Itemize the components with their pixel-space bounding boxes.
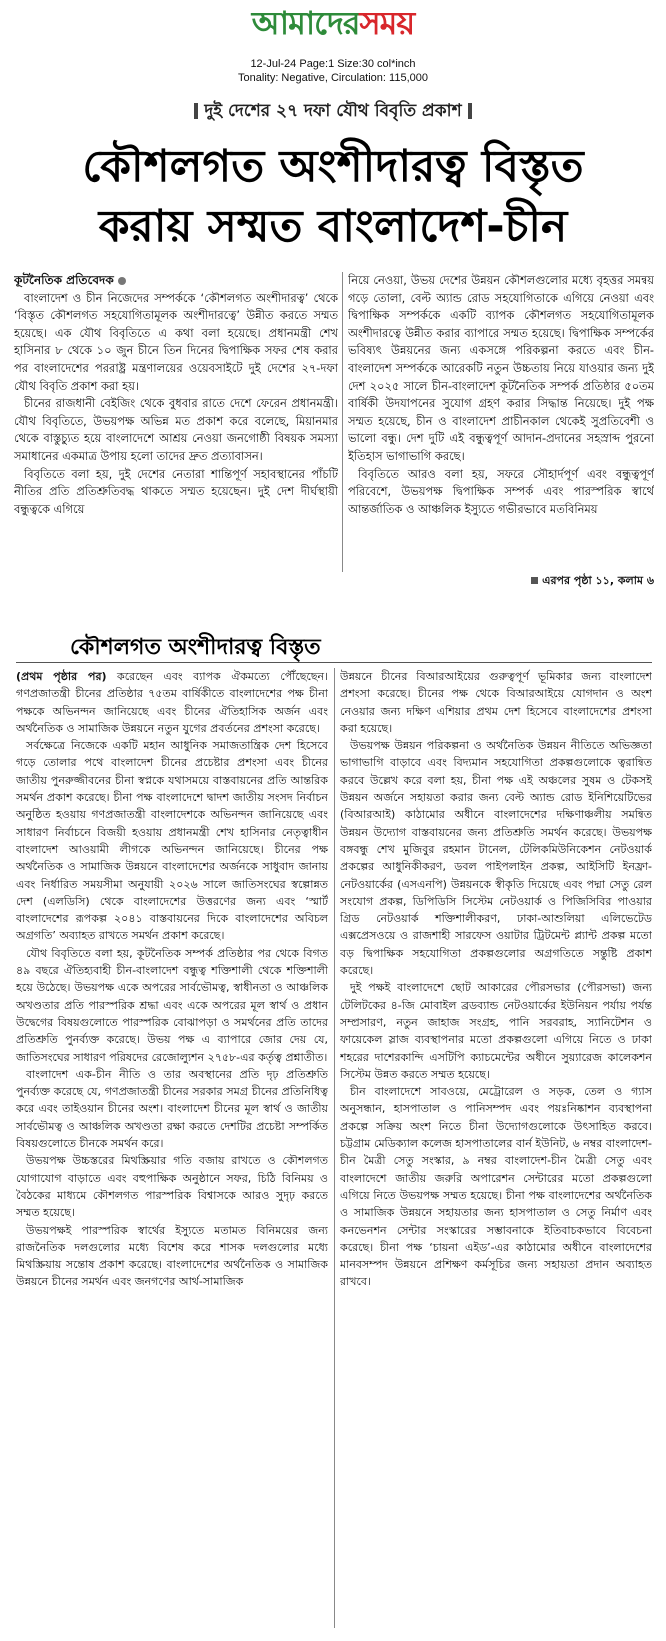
clip-info: 12-Jul-24 Page:1 Size:30 col*inch	[250, 58, 416, 70]
paragraph	[16, 668, 328, 737]
paragraph: চীন বাংলাদেশে সাবওয়ে, মেট্রোরেল ও সড়ক, তেল ও গ্যাস অনুসন্ধান, হাসপাতাল ও পানিসম্পদ এবং পয়ঃনিষ্কাশন ব্যবস্থাপনা প্রকল্পে সক্রিয় অংশ নিতে চীনা উদ্যোগগুলোকে উৎসাহিত করবে। চট্টগ্রাম মেডিক্যাল কলেজ হাসপাতালের বার্ন ইউনিট, ৬ নম্বর বাংলাদেশ-চীন মৈত্রী সেতু সংস্কার, ৯ নম্বর বাংলাদেশ-চীন মৈত্রী সেতু এবং বাংলাদেশে জাতীয় জরুরি অপারেশন সেন্টারের মতো প্রকল্পগুলো এগিয়ে নিতে উভয়পক্ষ সম্মত হয়েছে। চীনা পক্ষ বাংলাদেশের অর্থনৈতিক ও সামাজিক উন্নয়নে সহায়তার জন্য হাসপাতাল ও সেতু নির্মাণ এবং কনভেনশন সেন্টার সংস্কারের সম্ভাবনাকে ইতিবাচকভাবে বিবেচনা করেছে। চীনা পক্ষ ‘চায়না এইড’-এর কাঠামোর অধীনে বাংলাদেশের মানবসম্পদ উন্নয়নে প্রশিক্ষণ কর্মসূচির জন্য সহায়তা প্রদান অব্যাহত রাখবে।	[340, 1085, 652, 1289]
newspaper-logo	[252, 2, 414, 44]
article-column-1	[14, 272, 338, 584]
column-divider	[334, 668, 335, 1628]
square-bullet-icon	[531, 577, 538, 584]
continued-text: এরপর পৃষ্ঠা ১১, কলাম ৬	[542, 574, 654, 587]
paragraph: উভয়পক্ষ উচ্চস্তরের মিথস্ক্রিয়ার গতি বজায় রাখতে ও কৌশলগত যোগাযোগ বাড়াতে এবং বহুপাক্ষিক অনুষ্ঠানে সফর, চিঠি বিনিময় ও বৈঠকের মাধ্যমে কৌশলগত পারস্পরিক বিশ্বাসকে আরও সুদৃঢ় করতে সম্মত হয়েছে।	[16, 1154, 328, 1220]
paragraph: উভয়পক্ষই পারস্পরিক স্বার্থের ইস্যুতে মতামত বিনিময়ের জন্য রাজনৈতিক দলগুলোর মধ্যে বিশেষ করে শাসক দলগুলোর মধ্যে মিথস্ক্রিয়ায় সন্তোষ প্রকাশ করেছে। বাংলাদেশের অর্থনৈতিক ও সামাজিক উন্নয়নে চীনের সমর্থন এবং জনগণের আর্থ-সামাজিক	[16, 1223, 328, 1289]
kicker-bar-right	[468, 103, 472, 119]
jump-headline: কৌশলগত অংশীদারত্ব বিস্তৃত	[70, 635, 321, 660]
article-column-2	[348, 272, 654, 584]
logo-part-2: সময়	[359, 4, 415, 42]
masthead	[0, 0, 666, 46]
byline-dot-icon	[118, 277, 126, 285]
paragraph: বিবৃতিতে আরও বলা হয়, সফরে সৌহার্দপূর্ণ এবং বন্ধুত্বপূর্ণ পরিবেশে, উভয়পক্ষ দ্বিপাক্ষিক সম্পর্ক এবং পারস্পরিক স্বার্থে আন্তর্জাতিক ও আঞ্চলিক ইস্যুতে গভীরভাবে মতবিনিময়	[348, 466, 654, 516]
paragraph-text: করেছেন এবং ব্যাপক ঐকমত্যে পৌঁছেছেন। গণপ্রজাতন্ত্রী চীনের প্রতিষ্ঠার ৭৫তম বার্ষিকীতে বাংলাদেশের পক্ষ চীনা পক্ষকে অভিনন্দন জানিয়েছে এবং চীনের ঐতিহাসিক অর্জন এবং অর্থনৈতিক ও সামাজিক উন্নয়নে নতুন যুগের প্রবর্তনের প্রশংসা করেছে।	[16, 670, 328, 735]
headline-line-2: করায় সম্মত বাংলাদেশ-চীন	[98, 201, 568, 252]
continued-marker	[348, 572, 654, 591]
headline-line-1: কৌশলগত অংশীদারত্ব বিস্তৃত	[82, 141, 584, 192]
paragraph: দুই পক্ষই বাংলাদেশে ছোট আকারের পৌরসভার (পৌরসভা) জন্য টেলিটকের ৪-জি মোবাইল ব্রডব্যান্ড নেটওয়ার্কের ইউনিয়ন পর্যায় পর্যন্ত সম্প্রসারণ, নতুন জাহাজ সংগ্রহ, পানি সরবরাহ, স্যানিটেশন ও ফায়েকেল স্লাজ ব্যবস্থাপনার মতো প্রকল্পগুলো এগিয়ে নিতে ও ঢাকা শহরের দাশেরকান্দি এসটিপি ক্যাচমেন্টের অধীনে সুয়্যারেজ কালেকশন সিস্টেম উন্নত করতে সম্মত হয়েছে।	[340, 981, 652, 1081]
paragraph: নিয়ে নেওয়া, উভয় দেশের উন্নয়ন কৌশলগুলোর মধ্যে বৃহত্তর সমন্বয় গড়ে তোলা, বেল্ট অ্যান্ড রোড সহযোগিতাকে এগিয়ে নেওয়া এবং দ্বিপাক্ষিক সম্পর্ককে একটি ব্যাপক কৌশলগত সহযোগিতামূলক অংশীদারত্বে উন্নীত করার ব্যাপারে সম্মত হয়েছে। দ্বিপাক্ষিক সম্পর্কের ভবিষ্যৎ উন্নয়নের জন্য একসঙ্গে পরিকল্পনা করতে এবং চীন-বাংলাদেশ সম্পর্ককে আরেকটি নতুন উচ্চতায় নিয়ে যাওয়ার জন্য দুই দেশ ২০২৫ সালে চীন-বাংলাদেশ কূটনৈতিক সম্পর্ক প্রতিষ্ঠার ৫০তম বার্ষিকী উদযাপনের সুযোগ গ্রহণ করার সিদ্ধান্ত নিয়েছে। দুই পক্ষ সম্মত হয়েছে, চীন ও বাংলাদেশ প্রাচীনকাল থেকেই সুপ্রতিবেশী ও ভালো বন্ধু। দেশ দুটি এই বন্ধুত্বপূর্ণ আদান-প্রদানের সহস্রাব্দ পুরনো ইতিহাস ভাগাভাগি করছে।	[348, 273, 654, 463]
paragraph: উন্নয়নে চীনের বিআরআইয়ের গুরুত্বপূর্ণ ভূমিকার জন্য বাংলাদেশ প্রশংসা করেছে। চীনের পক্ষ থেকে বিআরআইয়ে যোগদান ও অংশ নেওয়ার জন্য দক্ষিণ এশিয়ার প্রথম দেশ হিসেবে বাংলাদেশের প্রশংসা করা হয়েছে।	[340, 670, 652, 735]
column-divider	[342, 272, 343, 572]
paragraph: যৌথ বিবৃতিতে বলা হয়, কূটনৈতিক সম্পর্ক প্রতিষ্ঠার পর থেকে বিগত ৪৯ বছরে ঐতিহ্যবাহী চীন-বাংলাদেশ বন্ধুত্ব শক্তিশালী থেকে শক্তিশালী হয়ে উঠেছে। উভয়পক্ষ একে অপরের সার্বভৌমত্ব, স্বাধীনতা ও আঞ্চলিক অখণ্ডতার প্রতি পারস্পরিক শ্রদ্ধা এবং একে অপরের মূল স্বার্থ ও প্রধান উদ্বেগের বিষয়গুলোতে পারস্পরিক বোঝাপড়া ও সমর্থনের প্রতি তাদের প্রতিশ্রুতি পুনর্ব্যক্ত করেছে। উভয় পক্ষ এ ব্যাপারে জোর দেয় যে, জাতিসংঘের সাধারণ পরিষদের রেজোল্যুশন ২৭৫৮-এর কর্তৃত্ব প্রশ্নাতীত।	[16, 946, 328, 1064]
tonality-info: Tonality: Negative, Circulation: 115,000	[238, 72, 428, 84]
byline	[14, 272, 338, 290]
paragraph: সর্বক্ষেত্রে নিজেকে একটি মহান আধুনিক সমাজতান্ত্রিক দেশ হিসেবে গড়ে তোলার পথে বাংলাদেশ চীনের প্রচেষ্টার প্রশংসা এবং চীনের জাতীয় পুনরুজ্জীবনের চীনা স্বপ্নকে যথাসময়ে বাস্তবায়নের প্রতি আন্তরিক সমর্থন প্রকাশ করেছে। চীনা পক্ষ বাংলাদেশে দ্বাদশ জাতীয় সংসদ নির্বাচন অনুষ্ঠিত হওয়ায় গণপ্রজাতন্ত্রী বাংলাদেশকে অভিনন্দন জানিয়েছে এবং সাধারণ নির্বাচনে বিজয়ী হওয়ায় প্রধানমন্ত্রী শেখ হাসিনার নেতৃত্বাধীন বাংলাদেশ আওয়ামী লীগকে অভিনন্দন জানিয়েছে। চীনের পক্ষ অর্থনৈতিক ও সামাজিক উন্নয়নে বাংলাদেশের অর্জনকে সাধুবাদ জানায় এবং নির্ধারিত সময়সীমা অনুযায়ী ২০২৬ সালে জাতিসংঘের স্বল্পোন্নত দেশ (এলডিসি) থেকে বাংলাদেশের উত্তরণের জন্য এবং ‘স্মার্ট বাংলাদেশের রূপকল্প ২০৪১ বাস্তবায়নের দিকে বাংলাদেশের অবিচল অগ্রগতি’ অব্যাহত রাখতে সমর্থন প্রকাশ করেছে।	[16, 739, 328, 943]
byline-text: কূটনৈতিক প্রতিবেদক	[14, 273, 114, 287]
paragraph: বিবৃতিতে বলা হয়, দুই দেশের নেতারা শান্তিপূর্ণ সহাবস্থানের পাঁচটি নীতির প্রতি প্রতিশ্রুতিবদ্ধ থাকতে সম্মত হয়েছেন। দুই দেশ দীর্ঘস্থায়ী বন্ধুত্বকে এগিয়ে	[14, 466, 338, 516]
from-page-label: (প্রথম পৃষ্ঠার পর)	[16, 670, 107, 683]
paragraph: বাংলাদেশ এক-চীন নীতি ও তার অবস্থানের প্রতি দৃঢ় প্রতিশ্রুতি পুনর্ব্যক্ত করেছে যে, গণপ্রজাতন্ত্রী চীনের সরকার সমগ্র চীনের প্রতিনিধিত্ব করে এবং তাইওয়ান চীনের অংশ। বাংলাদেশ চীনের মূল স্বার্থ ও জাতীয় সার্বভৌমত্ব ও আঞ্চলিক অখণ্ডতা রক্ষা করতে দেশটির প্রচেষ্টা সম্পর্কিত বিষয়গুলোতে চীনকে সমর্থন করে।	[16, 1067, 328, 1151]
kicker-bar-left	[194, 103, 198, 119]
article-column-4	[340, 668, 652, 1630]
kicker-text: দুই দেশের ২৭ দফা যৌথ বিবৃতি প্রকাশ	[204, 101, 462, 121]
paragraph: বাংলাদেশ ও চীন নিজেদের সম্পর্ককে ‘কৌশলগত অংশীদারত্ব’ থেকে ‘বিস্তৃত কৌশলগত সহযোগিতামূলক অংশীদারত্বে’ উন্নীত করতে সম্মত হয়েছে। এক যৌথ বিবৃতিতে এ কথা বলা হয়েছে। প্রধানমন্ত্রী শেখ হাসিনার ৮ থেকে ১০ জুন চীনে তিন দিনের দ্বিপাক্ষিক সফর শেষ করার পর বাংলাদেশের পররাষ্ট্র মন্ত্রণালয়ের ওয়েবসাইটে দুই দেশের ২৭-দফা যৌথ বিবৃতি প্রকাশ করা হয়।	[14, 290, 338, 393]
article-kicker	[0, 98, 666, 126]
article-column-3	[16, 668, 328, 1630]
logo-part-1: আমাদের	[251, 4, 360, 42]
jump-rule	[16, 662, 652, 663]
paragraph: উভয়পক্ষ উন্নয়ন পরিকল্পনা ও অর্থনৈতিক উন্নয়ন নীতিতে অভিজ্ঞতা ভাগাভাগি বাড়াবে এবং বিদ্যমান সহযোগিতা প্রকল্পগুলোকে ত্বরান্বিত করবে উল্লেখ করে বলা হয়, চীনা পক্ষ এই অঞ্চলের সুষম ও টেকসই উন্নয়ন অর্জনে সহায়তা করার জন্য বেল্ট অ্যান্ড রোড ইনিশিয়েটিভের (বিআরআই) কাঠামোর অধীনে বাংলাদেশের দক্ষিণাঞ্চলীয় সমন্বিত উন্নয়ন উদ্যোগ বাস্তবায়নের জন্য প্রতিশ্রুতি সমর্থন করেছে। উভয়পক্ষ বঙ্গবন্ধু শেখ মুজিবুর রহমান টানেল, টেলিকমিউনিকেশন নেটওয়ার্ক প্রকল্পের আধুনিকীকরণ, ডবল পাইপলাইন প্রকল্প, আইসিটি ইনফ্রা-নেটওয়ার্কের (এসএনপি) উন্নয়নকে স্বীকৃতি দিয়েছে এবং পদ্মা সেতু রেল সংযোগ প্রকল্প, ডিপিডিসি সিস্টেম নেটওয়ার্ক ও পিজিসিবির পাওয়ার গ্রিড নেটওয়ার্ক শক্তিশালীকরণ, ঢাকা-আশুলিয়া এলিভেটেড এক্সপ্রেসওয়ে ও রাজশাহী সারফেস ওয়াটার ট্রিটমেন্ট প্ল্যান্ট প্রকল্প মতো বড় দ্বিপাক্ষিক সহযোগিতা প্রকল্পগুলোর অগ্রগতিতে সন্তুষ্টি প্রকাশ করেছে।	[340, 739, 652, 978]
paragraph: চীনের রাজধানী বেইজিং থেকে বুধবার রাতে দেশে ফেরেন প্রধানমন্ত্রী। যৌথ বিবৃতিতে, উভয়পক্ষ অভিন্ন মত প্রকাশ করে বলেছে, মিয়ানমার থেকে বাস্তুচ্যুত হয়ে বাংলাদেশে আশ্রয় নেওয়া জনগোষ্ঠী বিষয়ক সমস্যা সমাধানের একমাত্র উপায় হলো তাদের দ্রুত প্রত্যাবাসন।	[14, 396, 338, 463]
